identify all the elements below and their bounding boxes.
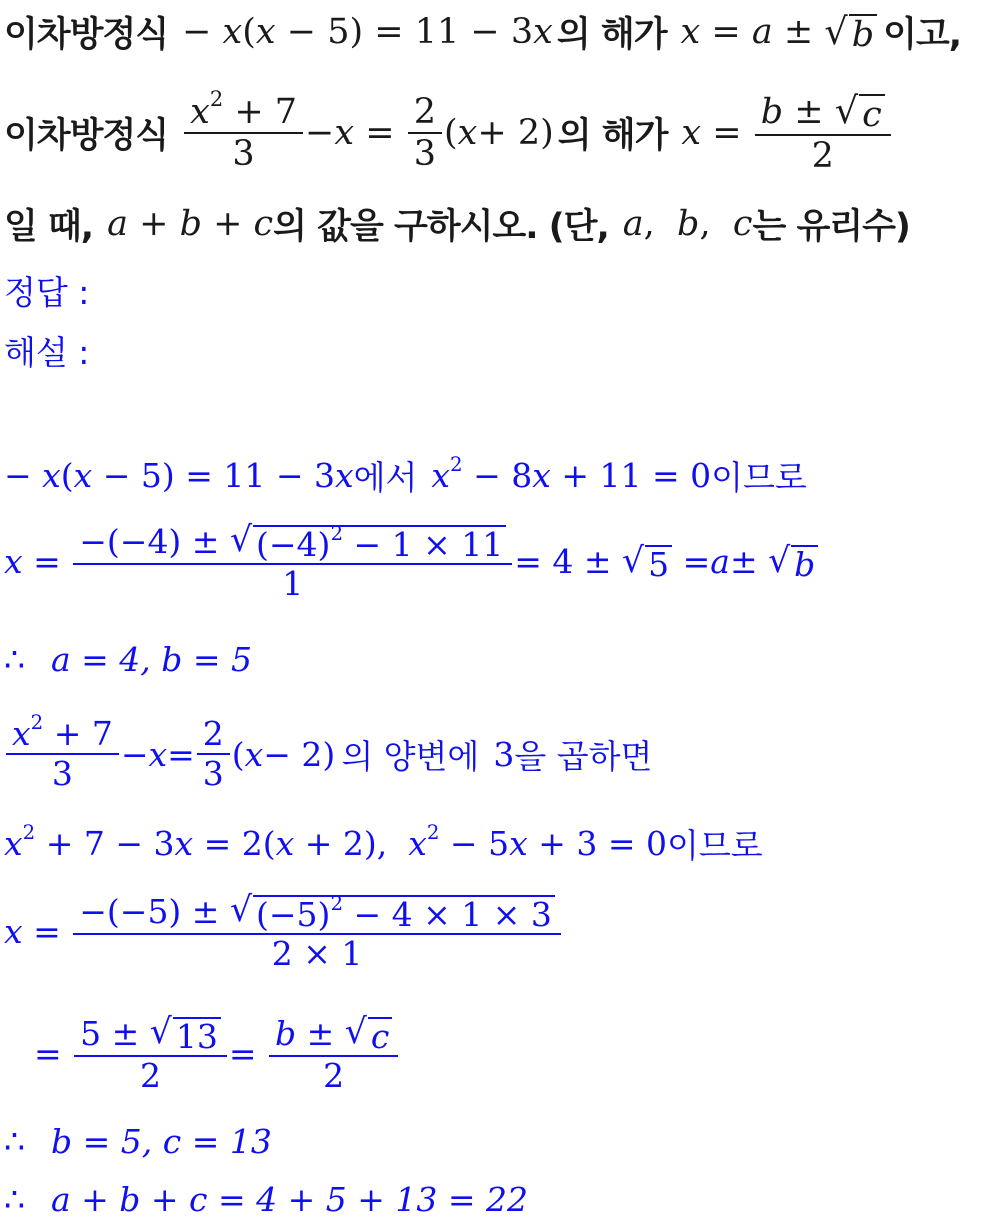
step-text: 에서	[353, 457, 418, 497]
problem-line-2	[4, 78, 893, 188]
therefore-symbol: ∴	[4, 639, 25, 679]
equation: − x(x − 5) = 11 − 3x	[182, 12, 553, 52]
solution-step-8	[4, 1118, 272, 1164]
therefore-symbol: ∴	[4, 1121, 25, 1161]
therefore-symbol: ∴	[4, 1179, 25, 1219]
step-text: 이므로	[666, 825, 763, 865]
step-number: 3	[493, 734, 515, 774]
problem-line-1	[4, 8, 961, 56]
explanation-label-row	[4, 328, 89, 372]
problem-text: 이차방정식	[4, 116, 169, 156]
final-result: a + b + c = 4 + 5 + 13 = 22	[51, 1179, 529, 1219]
explanation-label: 해설 :	[4, 332, 90, 372]
solution-step-6	[4, 882, 563, 982]
problem-text: 일 때,	[4, 207, 94, 247]
equation: $\frac{x^2 + 7}{3}$ − x = $\frac{2}{3}$ ( x − 2)	[4, 715, 335, 793]
equation: $x^2 - 8x + 11 = 0$	[431, 452, 712, 495]
result: b = 5, c = 13	[51, 1121, 272, 1161]
answer-row	[4, 268, 99, 312]
problem-line-3	[4, 200, 910, 248]
equation: − x(x − 5) = 11 − 3x	[4, 455, 354, 495]
result: a = 4, b = 5	[51, 639, 253, 679]
quadratic-formula: x = −(−5) ± √ $(-5)^2 - 4 \times 1 \times 3$ 2 × 1	[4, 891, 563, 973]
problem-text: 의 값을 구하시오. (단,	[273, 207, 609, 247]
solution-step-9	[4, 1176, 528, 1222]
solution-step-3	[4, 636, 252, 682]
solution-expression: x = b ± √ c 2	[681, 90, 892, 177]
solution-step-5	[4, 820, 763, 866]
problem-text: 이차방정식	[4, 15, 169, 55]
solution-step-1	[4, 452, 807, 498]
step-text: 이므로	[711, 457, 807, 497]
answer-label: 정답 :	[4, 272, 90, 312]
problem-text: 는 유리수)	[752, 207, 910, 247]
quadratic-formula: x = −(−4) ± √ $(-4)^2 - 1 \times 11$ 1 = 4 ± √ 5 = a ± √ b	[4, 521, 818, 603]
solution-step-7	[34, 1004, 400, 1104]
problem-text: 의 해가	[556, 15, 667, 55]
problem-text: 의 해가	[557, 116, 668, 156]
solution-step-2	[4, 512, 818, 612]
equation: $x^2 + 7 - 3x = 2(x + 2)$, $x^2 - 5x + 3 = 0$	[4, 820, 667, 863]
expression: a + b + c	[107, 204, 274, 244]
step-text: 을 곱하면	[514, 736, 653, 776]
variables: a, b, c	[622, 204, 753, 244]
step-text: 의 양변에	[341, 736, 480, 776]
equation: $\frac{x^2 + 7}{3}$ − x = $\frac{2}{3}$ ( x + 2)	[182, 92, 554, 175]
solution-step-4	[4, 704, 652, 804]
solution-expression: x = a ± √ b	[681, 10, 878, 55]
equation: = 5 ± √ 13 2 = b ± √ c 2	[34, 1013, 400, 1095]
problem-text: 이고,	[883, 15, 962, 55]
